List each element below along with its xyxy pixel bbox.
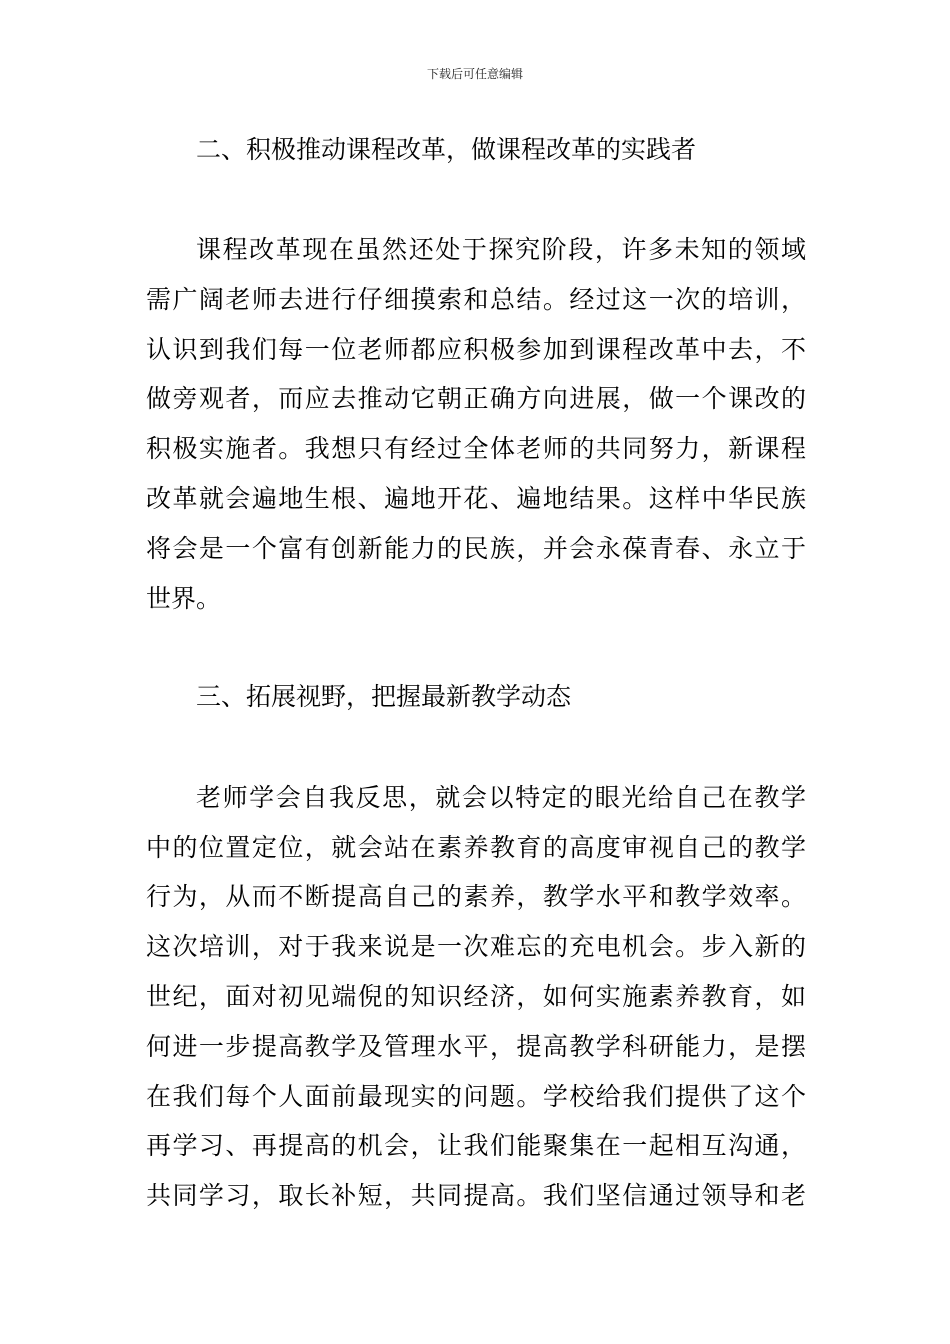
paragraph-line: 积极实施者。我想只有经过全体老师的共同努力，新课程 — [146, 434, 806, 463]
paragraph-line: 课程改革现在虽然还处于探究阶段，许多未知的领域 — [196, 235, 806, 264]
paragraph-line: 老师学会自我反思，就会以特定的眼光给自己在教学 — [196, 783, 806, 812]
paragraph-line: 需广阔老师去进行仔细摸索和总结。经过这一次的培训， — [146, 285, 806, 314]
paragraph-line: 认识到我们每一位老师都应积极参加到课程改革中去，不 — [146, 335, 806, 364]
paragraph-line: 在我们每个人面前最现实的问题。学校给我们提供了这个 — [146, 1082, 806, 1111]
paragraph-line: 世纪，面对初见端倪的知识经济，如何实施素养教育，如 — [146, 982, 806, 1011]
paragraph-line: 中的位置定位，就会站在素养教育的高度审视自己的教学 — [146, 833, 806, 862]
section-heading-2: 二、积极推动课程改革，做课程改革的实践者 — [196, 135, 697, 164]
paragraph-line: 共同学习，取长补短，共同提高。我们坚信通过领导和老 — [146, 1181, 806, 1210]
paragraph-line: 做旁观者，而应去推动它朝正确方向进展，做一个课改的 — [146, 384, 806, 413]
paragraph-line: 改革就会遍地生根、遍地开花、遍地结果。这样中华民族 — [146, 484, 806, 513]
section-heading-3: 三、拓展视野，把握最新教学动态 — [196, 682, 572, 711]
paragraph-line: 何进一步提高教学及管理水平，提高教学科研能力，是摆 — [146, 1032, 806, 1061]
paragraph-line: 行为，从而不断提高自己的素养，教学水平和教学效率。 — [146, 882, 806, 911]
paragraph-line: 世界。 — [146, 584, 222, 613]
paragraph-line: 这次培训，对于我来说是一次难忘的充电机会。步入新的 — [146, 932, 806, 961]
page-header: 下载后可任意编辑 — [426, 67, 523, 81]
paragraph-line: 将会是一个富有创新能力的民族，并会永葆青春、永立于 — [146, 534, 806, 563]
paragraph-line: 再学习、再提高的机会，让我们能聚集在一起相互沟通， — [146, 1131, 806, 1160]
